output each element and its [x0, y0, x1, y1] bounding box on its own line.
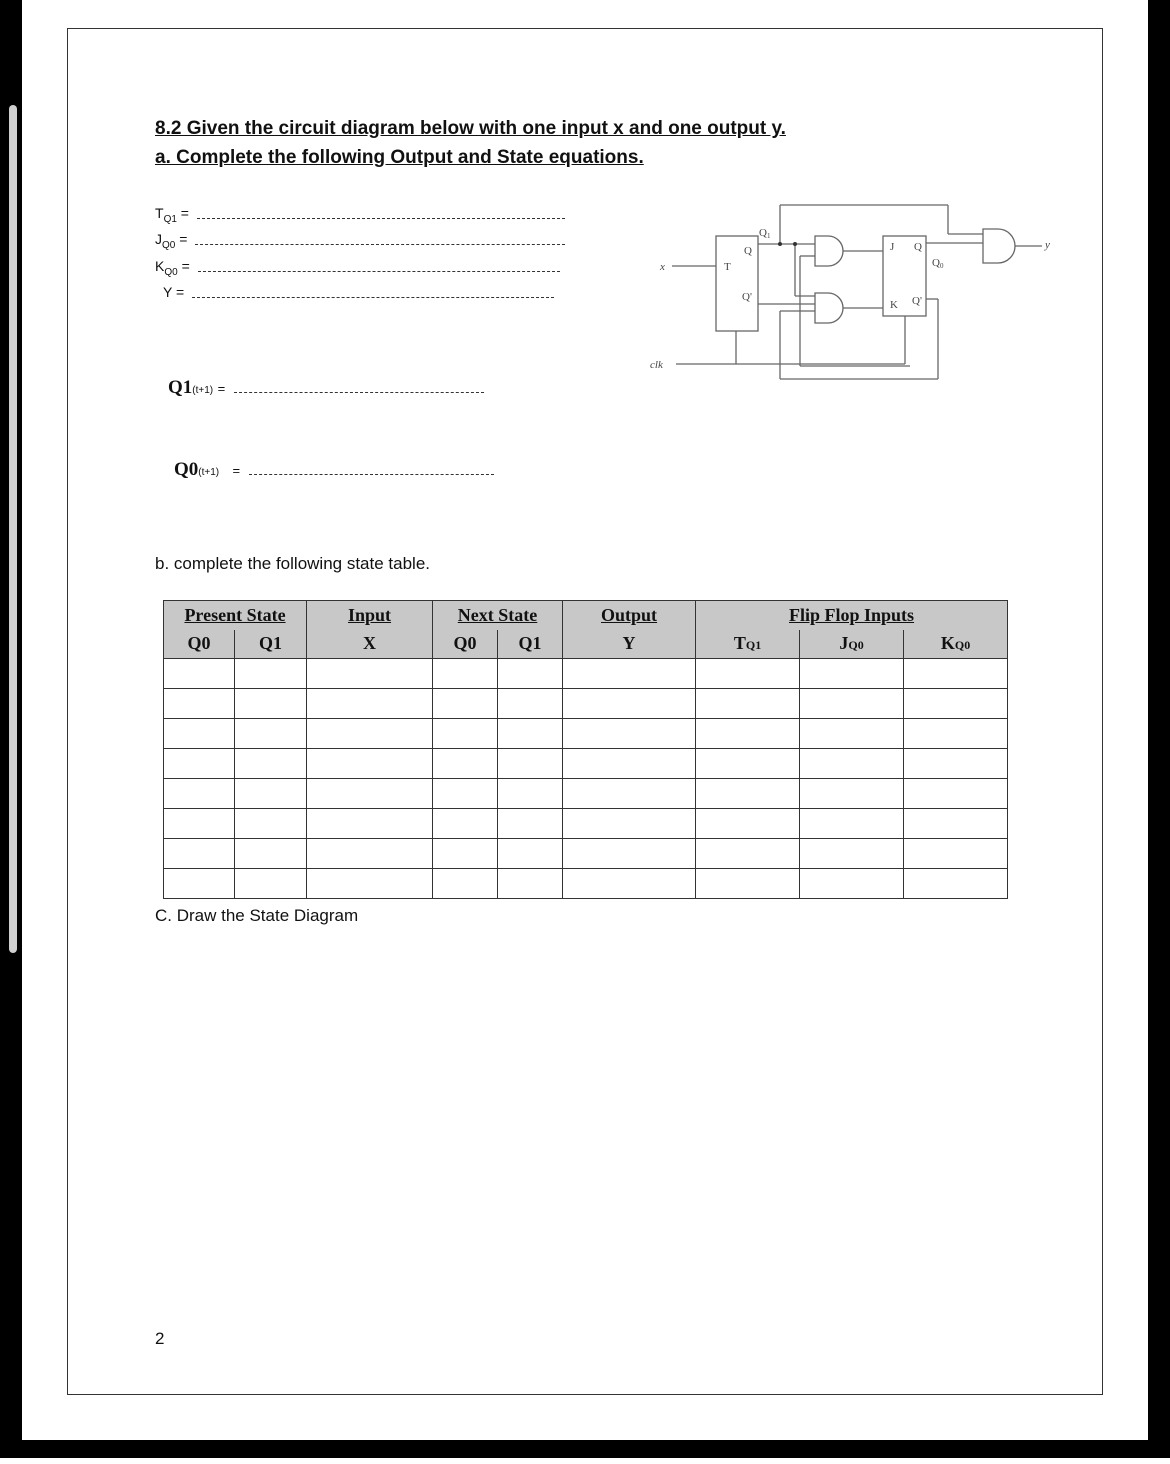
equation-tq1: $T_{Q1}$ = [155, 205, 565, 225]
table-row [164, 779, 1008, 809]
and-gate-output [983, 229, 1015, 263]
and-gate-bottom [815, 293, 843, 323]
col-present-q1: Q1 [235, 630, 307, 659]
bottom-strip [0, 1458, 1170, 1464]
equation-q0-next: Q0(t+1) = [174, 459, 494, 481]
page-number: 2 [155, 1329, 165, 1348]
col-next-q1: Q1 [498, 630, 563, 659]
table-row [164, 749, 1008, 779]
group-present-state: Present State [164, 601, 307, 630]
circuit-y-label: y [1045, 239, 1050, 251]
circuit-t-label: T [724, 261, 731, 273]
equation-y: Y = [163, 284, 554, 300]
table-row [164, 839, 1008, 869]
circuit-q1-label: Q1 [759, 227, 771, 240]
answer-line[interactable] [195, 236, 565, 245]
scrollbar[interactable] [9, 105, 17, 953]
table-row [164, 869, 1008, 899]
circuit-q0-pin-label: Q [914, 241, 922, 253]
circuit-q0-label: Q0 [932, 257, 944, 270]
circuit-x-label: x [660, 261, 665, 273]
circuit-diagram [650, 196, 1070, 386]
answer-line[interactable] [234, 384, 484, 393]
col-next-q0: Q0 [433, 630, 498, 659]
group-flip-flop-inputs: Flip Flop Inputs [696, 601, 1008, 630]
col-present-q0: Q0 [164, 630, 235, 659]
equation-q1-next: Q1(t+1) = [168, 377, 484, 399]
answer-line[interactable] [249, 466, 494, 475]
group-next-state: Next State [433, 601, 563, 630]
circuit-q0prime-label: Q' [912, 295, 922, 307]
circuit-j-label: J [890, 241, 895, 253]
col-output-y: Y [563, 630, 696, 659]
group-output: Output [563, 601, 696, 630]
circuit-clk-label: clk [650, 359, 663, 371]
and-gate-top [815, 236, 843, 266]
col-tq1: TQ1 [696, 630, 800, 659]
equation-kq0: $K_{Q0}$ = [155, 258, 560, 278]
table-row [164, 809, 1008, 839]
col-input-x: X [307, 630, 433, 659]
col-jq0: JQ0 [800, 630, 904, 659]
col-kq0: KQ0 [904, 630, 1008, 659]
answer-line[interactable] [198, 263, 560, 272]
circuit-k-label: K [890, 299, 898, 311]
table-row [164, 689, 1008, 719]
equation-jq0: $J_{Q0}$ = [155, 231, 565, 251]
part-c-heading: C. Draw the State Diagram [155, 906, 359, 925]
state-table [163, 600, 1008, 899]
table-row [164, 659, 1008, 689]
part-b-heading: b. complete the following state table. [155, 554, 430, 573]
table-row [164, 719, 1008, 749]
answer-line[interactable] [192, 289, 554, 298]
circuit-qprime-label: Q' [742, 291, 752, 303]
answer-line[interactable] [197, 210, 565, 219]
group-input: Input [307, 601, 433, 630]
question-heading: 8.2 Given the circuit diagram below with one input x and one output y. [155, 118, 786, 139]
circuit-q-label: Q [744, 245, 752, 257]
part-a-heading: a. Complete the following Output and State equations. [155, 147, 644, 168]
